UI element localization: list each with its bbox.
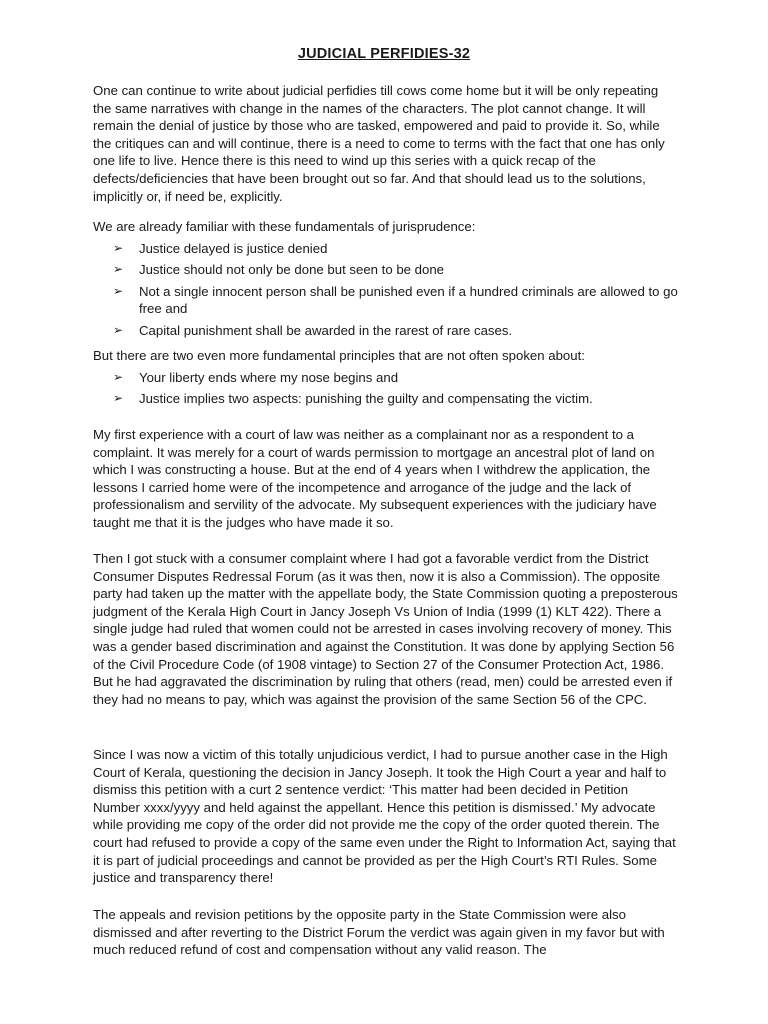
paragraph-text: One can continue to write about judicial perfidies till cows come home but it will be only repeating the same narratives with change in the names of the characters. The plot cannot change. It will remain the denial of justice by those who are tasked, empowered and paid to provide it. So, while the critiques can and will continue, there is a need to come to terms with the fact that one has only one life to live. Hence there is this need to wind up this series with a quick recap of the defects/deficiencies that have been brought out so far. And that should lead us to the solutions, implicitly or, if need be, explicitly. (93, 83, 665, 204)
arrow-bullet-icon: ➢ (113, 322, 124, 337)
arrow-bullet-icon: ➢ (113, 391, 124, 406)
appeals-paragraph (93, 906, 678, 959)
principles-list (93, 369, 678, 408)
principles-section (93, 347, 678, 408)
consumer-complaint-paragraph (93, 550, 678, 708)
arrow-bullet-icon: ➢ (113, 262, 124, 277)
high-court-paragraph (93, 746, 678, 887)
list-item (93, 240, 678, 258)
fundamentals-section (93, 218, 678, 340)
paragraph-text: My first experience with a court of law was neither as a complainant nor as a respondent to a complaint. It was merely for a court of wards permission to mortgage an ancestral plot of land on which I was constructing a house. But at the end of 4 years when I withdrew the application, the lessons I carried home were of the incompetence and arrogance of the judge and the lack of professionalism and servility of the advocate. My subsequent experiences with the judiciary have taught me that it is the judges who have made it so. (93, 427, 657, 530)
list-item (93, 283, 678, 318)
paragraph-text: The appeals and revision petitions by the opposite party in the State Commission were also dismissed and after reverting to the District Forum the verdict was again given in my favor but with much reduced refund of cost and compensation without any valid reason. The (93, 907, 665, 958)
list-item (93, 261, 678, 279)
list-item-text: Justice delayed is justice denied (139, 240, 328, 256)
arrow-bullet-icon: ➢ (113, 240, 124, 255)
fundamentals-list (93, 240, 678, 340)
list-item (93, 390, 678, 408)
paragraph-text: Then I got stuck with a consumer complaint where I had got a favorable verdict from the District Consumer Disputes Redressal Forum (as it was then, now it is also a Commission). The opposite party had taken up the matter with the appellate body, the State Commission quoting a preposterous judgment of the Kerala High Court in Jancy Joseph Vs Union of India (1999 (1) KLT 422). There a single judge had ruled that women could not be arrested in cases involving recovery of money. This was a gender based discrimination and against the Constitution. It was done by applying Section 56 of the Civil Procedure Code (of 1908 vintage) to Section 27 of the Consumer Protection Act, 1986. But he had aggravated the discrimination by ruling that others (read, men) could be arrested even if they had no means to pay, which was against the provision of the same Section 56 of the CPC. (93, 551, 678, 707)
list-item-text: Justice implies two aspects: punishing the guilty and compensating the victim. (139, 391, 593, 407)
list-intro: But there are two even more fundamental principles that are not often spoken about: (93, 348, 585, 363)
list-item-text: Capital punishment shall be awarded in the rarest of rare cases. (139, 322, 513, 338)
court-of-wards-paragraph (93, 426, 678, 532)
list-item-text: Your liberty ends where my nose begins and (139, 369, 399, 385)
list-item (93, 369, 678, 387)
list-intro: We are already familiar with these fundamentals of jurisprudence: (93, 219, 476, 234)
paragraph-text: Since I was now a victim of this totally unjudicious verdict, I had to pursue another case in the High Court of Kerala, questioning the decision in Jancy Joseph. It took the High Court a year and half to dismiss this petition with a curt 2 sentence verdict: ‘This matter had been decided in Petition Number xxxx/yyyy and held against the appellant. Hence this petition is dismissed.’ My advocate while providing me copy of the order did not provide me the copy of the order quoted therein. The court had refused to provide a copy of the same even under the Right to Information Act, saying that it is part of judicial proceedings and cannot be provided as per the High Court’s RTI Rules. Some justice and transparency there! (93, 747, 676, 886)
intro-paragraph (93, 82, 678, 205)
list-item (93, 322, 678, 340)
document-title: JUDICIAL PERFIDIES-32 (297, 46, 471, 62)
list-item-text: Justice should not only be done but seen to be done (139, 262, 445, 278)
list-item-text: Not a single innocent person shall be punished even if a hundred criminals are allowed to go free and (139, 283, 678, 317)
arrow-bullet-icon: ➢ (113, 283, 124, 298)
arrow-bullet-icon: ➢ (113, 369, 124, 384)
